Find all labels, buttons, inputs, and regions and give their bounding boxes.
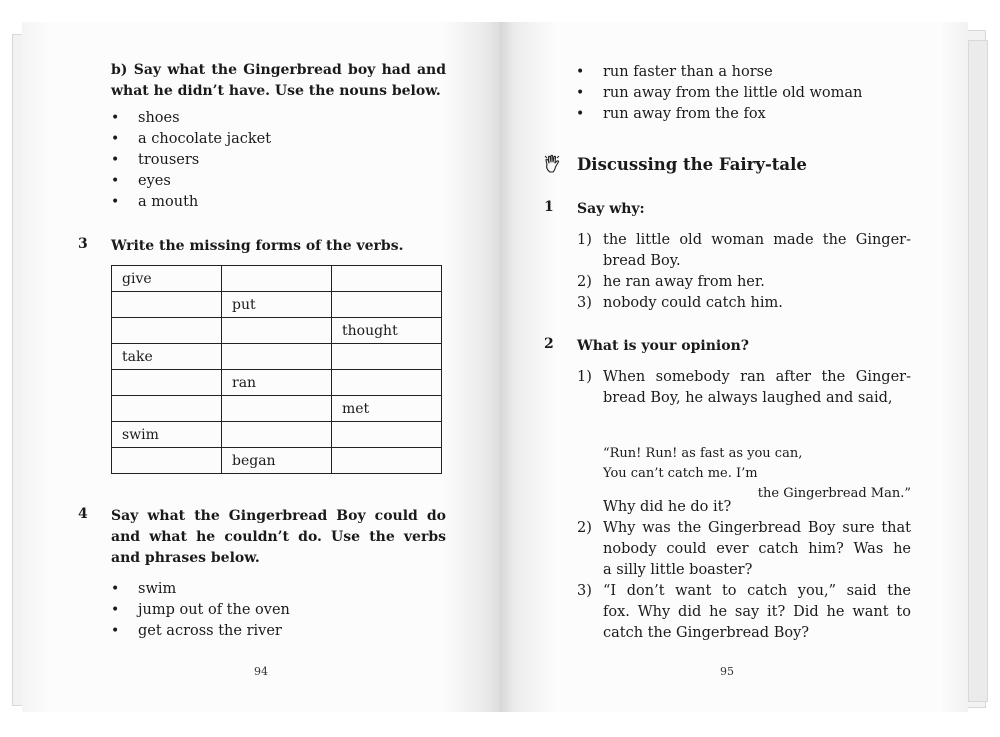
table-row <box>112 266 442 292</box>
question-2-number: 2 <box>544 336 554 352</box>
list-item: 1) When somebody ran after the Ginger- bread Boy, he always laughed and said, <box>577 369 911 406</box>
task-3-number: 3 <box>78 236 88 252</box>
rhyme-quote: “Run! Run! as fast as you can, You can’t catch me. I’m the Gingerbread Man.” <box>603 446 911 501</box>
table-row <box>112 422 442 448</box>
list-item: 3) nobody could catch him. <box>577 295 783 311</box>
table-cell <box>112 318 222 344</box>
table-cell <box>332 448 442 474</box>
table-cell <box>222 422 332 448</box>
table-cell <box>332 292 442 318</box>
table-cell: put <box>222 292 332 318</box>
list-item: • run faster than a horse <box>576 64 773 80</box>
table-cell: met <box>332 396 442 422</box>
list-item: • get across the river <box>111 623 282 639</box>
table-row <box>112 396 442 422</box>
left-page <box>22 22 500 712</box>
list-item: • swim <box>111 581 177 597</box>
follow-up-question: Why did he do it? <box>603 499 732 515</box>
table-cell <box>112 370 222 396</box>
list-item: 1) the little old woman made the Ginger- bread Boy. <box>577 232 911 269</box>
table-row <box>112 318 442 344</box>
list-item: • a mouth <box>111 194 199 210</box>
table-cell <box>332 344 442 370</box>
list-item: 2) he ran away from her. <box>577 274 765 290</box>
table-cell: swim <box>112 422 222 448</box>
task-3-instruction: Write the missing forms of the verbs. <box>111 238 404 254</box>
table-cell: began <box>222 448 332 474</box>
table-cell <box>222 318 332 344</box>
table-cell: ran <box>222 370 332 396</box>
table-cell: give <box>112 266 222 292</box>
table-cell: take <box>112 344 222 370</box>
list-item: • a chocolate jacket <box>111 131 272 147</box>
table-cell: thought <box>332 318 442 344</box>
table-cell <box>222 266 332 292</box>
list-item: • eyes <box>111 173 171 189</box>
right-page-edges-back <box>968 40 988 702</box>
list-item: • trousers <box>111 152 200 168</box>
table-cell <box>332 370 442 396</box>
table-cell <box>112 448 222 474</box>
question-1-number: 1 <box>544 199 554 215</box>
hand-icon <box>544 154 562 178</box>
verb-forms-table <box>111 265 442 474</box>
table-row <box>112 344 442 370</box>
table-cell <box>112 292 222 318</box>
table-row <box>112 292 442 318</box>
table-cell <box>222 344 332 370</box>
list-item: • shoes <box>111 110 180 126</box>
task-b-instruction: b) Say what the Gingerbread boy had and what he didn’t have. Use the nouns below. <box>111 62 446 99</box>
table-cell <box>332 266 442 292</box>
list-item: 3) “I don’t want to catch you,” said the fox. Why did he say it? Did he want to catch the Gingerbread Boy? <box>577 583 911 641</box>
list-item: • run away from the fox <box>576 106 766 122</box>
table-cell <box>222 396 332 422</box>
table-row <box>112 370 442 396</box>
list-item: • run away from the little old woman <box>576 85 863 101</box>
list-item: • jump out of the oven <box>111 602 290 618</box>
question-2-title: What is your opinion? <box>577 338 749 354</box>
table-cell <box>112 396 222 422</box>
question-1-title: Say why: <box>577 201 645 217</box>
page-number: 95 <box>720 665 734 678</box>
section-title: Discussing the Fairy-tale <box>577 155 807 174</box>
task-4-number: 4 <box>78 506 88 522</box>
table-row <box>112 448 442 474</box>
page-number: 94 <box>254 665 268 678</box>
table-cell <box>332 422 442 448</box>
list-item: 2) Why was the Gingerbread Boy sure that nobody could ever catch him? Was he a silly little boaster? <box>577 520 911 578</box>
right-page <box>500 22 968 712</box>
task-b-label: b) <box>111 62 128 78</box>
task-4-instruction: Say what the Gingerbread Boy could do and what he couldn’t do. Use the verbs and phrases below. <box>111 508 446 566</box>
